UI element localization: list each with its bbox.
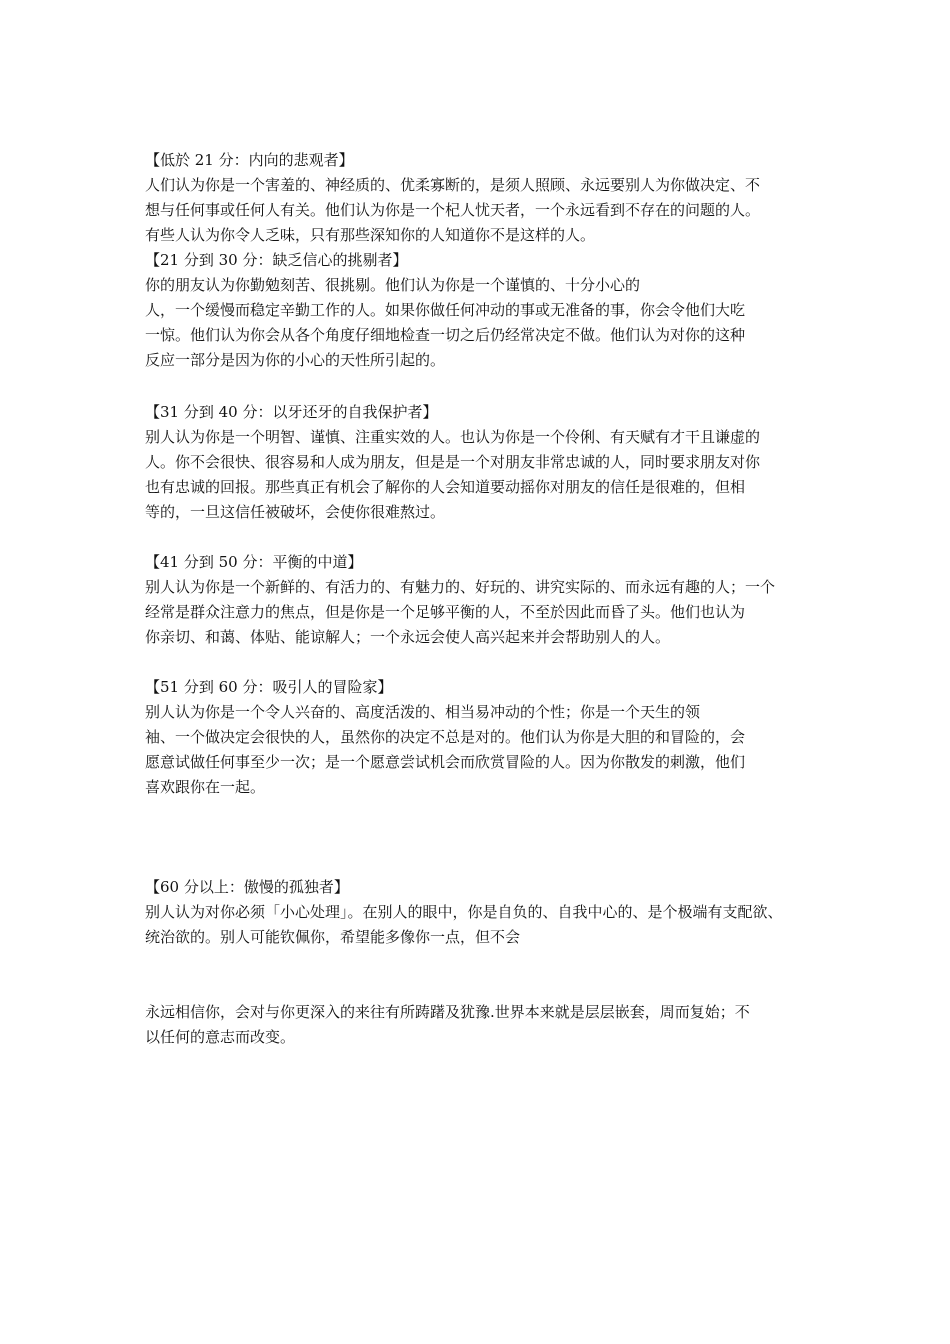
- blank-gap: [145, 800, 820, 875]
- blank-gap: [145, 525, 820, 550]
- section-heading: 【31 分到 40 分：以牙还牙的自我保护者】: [145, 403, 438, 421]
- paragraph-line: 等的，一旦这信任被破坏，会使你很难熬过。: [145, 503, 446, 521]
- paragraph-line: 你的朋友认为你勤勉刻苦、很挑剔。他们认为你是一个谨慎的、十分小心的: [145, 276, 641, 294]
- section-31-40: [145, 400, 820, 525]
- paragraph-line: 以任何的意志而改变。: [145, 1028, 296, 1046]
- paragraph-line: 有些人认为你令人乏味，只有那些深知你的人知道你不是这样的人。: [145, 226, 596, 244]
- paragraph-line: 一惊。他们认为你会从各个角度仔细地检查一切之后仍经常决定不做。他们认为对你的这种: [145, 326, 746, 344]
- section-41-50: [145, 550, 820, 650]
- paragraph-line: 想与任何事或任何人有关。他们认为你是一个杞人忧天者，一个永远看到不存在的问题的人。: [145, 201, 761, 219]
- closing-paragraph: [145, 1000, 820, 1050]
- paragraph-line: 你亲切、和蔼、体贴、能谅解人；一个永远会使人高兴起来并会帮助别人的人。: [145, 628, 671, 646]
- section-heading: 【低於 21 分：内向的悲观者】: [145, 151, 354, 169]
- paragraph-line: 袖、一个做决定会很快的人，虽然你的决定不总是对的。他们认为你是大胆的和冒险的，会: [145, 728, 746, 746]
- paragraph-line: 反应一部分是因为你的小心的天性所引起的。: [145, 351, 446, 369]
- paragraph-line: 也有忠诚的回报。那些真正有机会了解你的人会知道要动摇你对朋友的信任是很难的，但相: [145, 478, 746, 496]
- section-51-60: [145, 675, 820, 800]
- section-below-21: [145, 148, 820, 248]
- blank-gap: [145, 950, 820, 1000]
- paragraph-line: 别人认为你是一个新鲜的、有活力的、有魅力的、好玩的、讲究实际的、而永远有趣的人；一个: [145, 578, 776, 596]
- paragraph-line: 愿意试做任何事至少一次；是一个愿意尝试机会而欣赏冒险的人。因为你散发的刺激，他们: [145, 753, 746, 771]
- section-heading: 【60 分以上：傲慢的孤独者】: [145, 878, 349, 896]
- paragraph-line: 人，一个缓慢而稳定辛勤工作的人。如果你做任何冲动的事或无准备的事，你会令他们大吃: [145, 301, 746, 319]
- section-heading: 【21 分到 30 分：缺乏信心的挑剔者】: [145, 251, 408, 269]
- paragraph-line: 别人认为对你必须「小心处理」。在别人的眼中，你是自负的、自我中心的、是个极端有支配欲、: [145, 903, 783, 921]
- section-heading: 【41 分到 50 分：平衡的中道】: [145, 553, 363, 571]
- paragraph-line: 永远相信你，会对与你更深入的来往有所踌躇及犹豫.世界本来就是层层嵌套，周而复始；不: [145, 1003, 750, 1021]
- blank-gap: [145, 373, 820, 400]
- paragraph-line: 别人认为你是一个令人兴奋的、高度活泼的、相当易冲动的个性；你是一个天生的领: [145, 703, 701, 721]
- paragraph-line: 喜欢跟你在一起。: [145, 778, 266, 796]
- blank-gap: [145, 650, 820, 675]
- paragraph-line: 人们认为你是一个害羞的、神经质的、优柔寡断的，是须人照顾、永远要别人为你做决定、不: [145, 176, 761, 194]
- paragraph-line: 统治欲的。别人可能钦佩你，希望能多像你一点，但不会: [145, 928, 521, 946]
- section-21-30: [145, 248, 820, 373]
- section-heading: 【51 分到 60 分：吸引人的冒险家】: [145, 678, 393, 696]
- section-above-60: [145, 875, 820, 950]
- paragraph-line: 人。你不会很快、很容易和人成为朋友，但是是一个对朋友非常忠诚的人，同时要求朋友对你: [145, 453, 761, 471]
- document-page: [145, 148, 820, 1050]
- paragraph-line: 经常是群众注意力的焦点，但是你是一个足够平衡的人，不至於因此而昏了头。他们也认为: [145, 603, 746, 621]
- paragraph-line: 别人认为你是一个明智、谨慎、注重实效的人。也认为你是一个伶俐、有天赋有才干且谦虚的: [145, 428, 761, 446]
